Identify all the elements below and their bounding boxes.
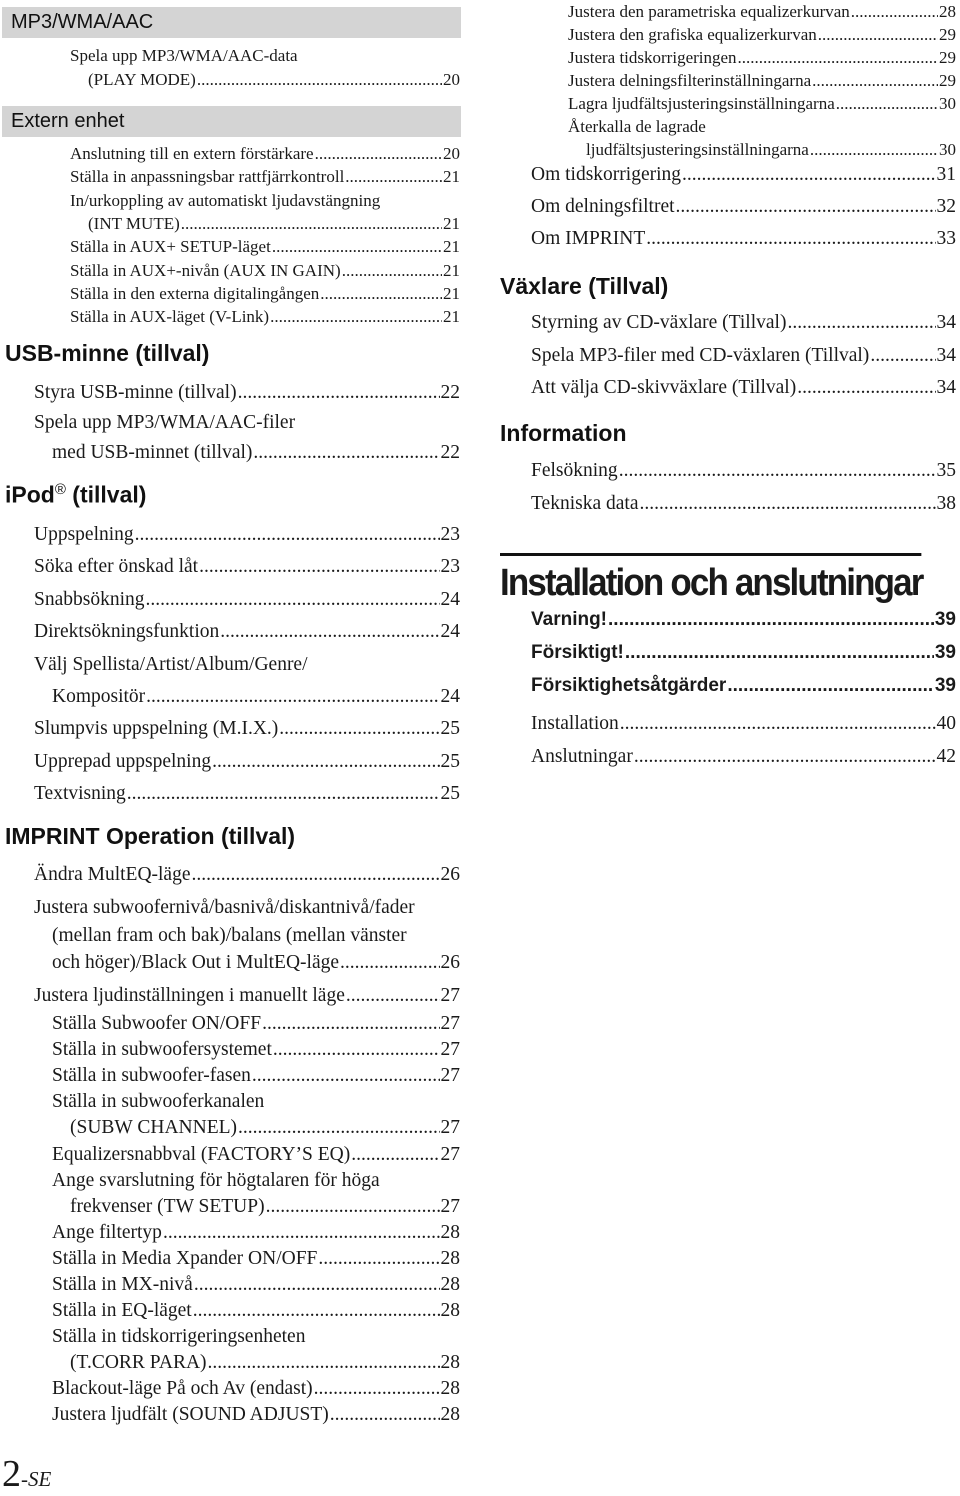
toc-entry [70, 144, 460, 164]
toc-entry [34, 556, 460, 578]
toc-entry [531, 312, 956, 334]
toc-entry [34, 864, 460, 886]
toc-entry [34, 412, 460, 434]
toc-leader-dots [818, 25, 938, 45]
toc-entry [52, 1404, 460, 1426]
toc-leader-dots [797, 377, 935, 399]
toc-entry-page: 29 [939, 48, 956, 67]
toc-leader-dots [619, 460, 936, 482]
toc-leader-dots [181, 214, 442, 234]
toc-entry-page: 27 [440, 1196, 460, 1217]
heading-imprint: IMPRINT Operation (tillval) [5, 823, 296, 849]
toc-entry-title: Justera subwoofernivå/basnivå/diskantnivå/fader [34, 897, 415, 918]
toc-entry-title: Varning! [531, 609, 608, 630]
toc-entry-title: Justera ljudinställningen i manuellt läge [34, 985, 345, 1006]
toc-entry [70, 284, 460, 304]
toc-leader-dots [314, 1378, 440, 1400]
toc-leader-dots [238, 1117, 439, 1139]
toc-leader-dots [634, 746, 936, 768]
toc-entry-page: 27 [440, 1013, 460, 1034]
toc-entry [52, 1039, 460, 1061]
toc-entry-title: med USB-minnet (tillval) [52, 442, 253, 463]
toc-entry-page: 22 [440, 442, 460, 463]
toc-entry-page: 27 [440, 985, 460, 1006]
toc-entry [34, 589, 460, 611]
toc-entry-title: Ställa Subwoofer ON/OFF [52, 1013, 262, 1034]
toc-entry [70, 237, 460, 257]
toc-leader-dots [135, 524, 440, 546]
toc-entry-title: Försiktigt! [531, 642, 624, 663]
toc-entry-page: 21 [443, 167, 460, 187]
toc-entry [52, 1326, 460, 1348]
toc-entry [88, 70, 460, 90]
toc-entry [52, 686, 460, 708]
toc-entry-page: 28 [440, 1352, 460, 1373]
toc-entry [70, 1117, 460, 1139]
toc-leader-dots [208, 1352, 440, 1374]
toc-entry-title: Om IMPRINT [531, 228, 646, 249]
toc-entry-page: 40 [936, 713, 956, 734]
toc-entry [52, 1222, 460, 1244]
toc-entry-title: Styra USB-minne (tillval) [34, 382, 237, 403]
toc-entry-title: Justera delningsfilterinställningarna [568, 71, 812, 90]
toc-entry-title: Spela upp MP3/WMA/AAC-data [70, 46, 298, 65]
toc-entry [531, 713, 956, 735]
toc-leader-dots [238, 382, 440, 404]
page-number-suffix: -SE [21, 1467, 52, 1491]
toc-entry-page: 27 [440, 1144, 460, 1165]
toc-entry-page: 34 [936, 344, 956, 366]
toc-entry [52, 1170, 460, 1192]
toc-entry [34, 382, 460, 404]
toc-leader-dots [682, 164, 935, 186]
toc-entry-page: 25 [440, 718, 460, 740]
toc-entry-title: Justera den parametriska equalizerkurvan [568, 2, 850, 21]
toc-entry [52, 952, 460, 974]
toc-entry-title: Ange svarslutning för högtalaren för höga [52, 1170, 380, 1191]
toc-entry-title: (T.CORR PARA) [70, 1352, 207, 1373]
toc-entry-title: Uppspelning [34, 524, 134, 545]
toc-leader-dots [620, 713, 936, 735]
toc-entry-title: Försiktighetsåtgärder [531, 675, 727, 696]
toc-entry-title: Ställa in Media Xpander ON/OFF [52, 1248, 318, 1269]
toc-entry-title: Spela MP3-filer med CD-växlaren (Tillval) [531, 344, 870, 366]
toc-entry [34, 621, 460, 643]
toc-entry-title: (SUBW CHANNEL) [70, 1117, 238, 1138]
toc-entry-page: 31 [936, 164, 956, 185]
toc-leader-dots [146, 686, 439, 708]
toc-entry [531, 460, 956, 482]
toc-entry-page: 39 [934, 609, 956, 630]
toc-entry [70, 46, 460, 66]
toc-entry-title: Justera den grafiska equalizerkurvan [568, 25, 817, 44]
toc-entry-title: Styrning av CD-växlare (Tillval) [531, 312, 787, 333]
toc-leader-dots [127, 783, 440, 805]
toc-entry [531, 164, 956, 186]
toc-entry-title: Ställa in anpassningsbar rattfjärrkontroll [70, 167, 345, 187]
toc-entry-page: 29 [939, 71, 956, 90]
toc-entry [568, 71, 956, 91]
toc-entry-title: Om delningsfiltret [531, 196, 675, 217]
toc-leader-dots [625, 642, 934, 664]
toc-leader-dots [194, 1274, 440, 1296]
toc-leader-dots [199, 556, 439, 578]
toc-entry-title: (INT MUTE) [88, 213, 180, 233]
toc-entry-page: 24 [440, 588, 460, 610]
toc-entry-page: 34 [936, 377, 956, 398]
heading-changer: Växlare (Tillval) [500, 273, 669, 299]
toc-entry-title: Felsökning [531, 460, 618, 481]
toc-leader-dots [220, 621, 439, 643]
toc-leader-dots [676, 196, 936, 218]
toc-leader-dots [270, 307, 442, 327]
toc-entry-page: 21 [443, 237, 460, 257]
toc-entry-title: In/urkoppling av automatiskt ljudavstängning [70, 190, 381, 210]
toc-entry [568, 25, 956, 45]
toc-entry-page: 21 [443, 283, 460, 303]
toc-entry-title: (mellan fram och bak)/balans (mellan vänster [52, 925, 407, 946]
toc-entry-page: 28 [939, 2, 956, 21]
toc-entry-title: Blackout-läge På och Av (endast) [52, 1378, 313, 1399]
toc-entry-page: 33 [936, 228, 956, 249]
toc-leader-dots [345, 167, 442, 187]
toc-entry-title: Ställa in EQ-läget [52, 1300, 192, 1321]
toc-entry-page: 34 [936, 312, 956, 333]
toc-entry-title: Ändra MultEQ-läge [34, 864, 191, 885]
toc-entry [34, 718, 460, 740]
toc-entry-page: 28 [440, 1378, 460, 1399]
toc-leader-dots [212, 751, 439, 773]
toc-entry-page: 24 [440, 621, 460, 643]
toc-entry-title: Återkalla de lagrade [568, 117, 706, 136]
toc-entry-page: 28 [440, 1300, 460, 1321]
toc-entry-title: Snabbsökning [34, 588, 145, 610]
heading-usb: USB-minne (tillval) [5, 340, 210, 366]
toc-entry-title: Ställa in subwooferkanalen [52, 1091, 265, 1112]
toc-leader-dots [727, 675, 934, 697]
toc-entry-title: Upprepad uppspelning [34, 750, 212, 772]
toc-entry-page: 25 [440, 750, 460, 772]
toc-entry-page: 28 [440, 1404, 460, 1425]
toc-entry [531, 196, 956, 218]
toc-entry [52, 1274, 460, 1296]
toc-leader-dots [812, 71, 938, 91]
toc-leader-dots [193, 1300, 440, 1322]
toc-entry-page: 23 [440, 524, 460, 545]
toc-entry-title: Ställa in den externa digitalingången [70, 283, 320, 303]
toc-leader-dots [738, 48, 938, 68]
toc-entry [568, 117, 956, 137]
toc-entry [568, 48, 956, 68]
toc-leader-dots [608, 609, 934, 631]
toc-entry [531, 746, 956, 768]
toc-entry-title: Lagra ljudfältsjusteringsinställningarna [568, 94, 835, 113]
toc-leader-dots [870, 345, 935, 367]
toc-entry-title: Anslutningar [531, 745, 633, 767]
toc-entry [52, 1091, 460, 1113]
heading-ipod-suffix: (tillval) [65, 481, 147, 508]
toc-entry-title: Slumpvis uppspelning (M.I.X.) [34, 718, 279, 740]
toc-entry-title: Justera tidskorrigeringen [568, 48, 737, 67]
toc-entry-page: 20 [443, 144, 460, 163]
toc-leader-dots [836, 94, 938, 114]
toc-leader-dots [346, 985, 440, 1007]
toc-leader-dots [646, 228, 935, 250]
toc-entry [531, 228, 956, 250]
toc-entry-title: (PLAY MODE) [88, 69, 196, 89]
toc-entry [34, 985, 460, 1007]
toc-entry-title: Ställa in AUX+-nivån (AUX IN GAIN) [70, 260, 341, 280]
toc-entry-title: Söka efter önskad låt [34, 556, 199, 578]
toc-entry [70, 167, 460, 187]
toc-entry-page: 22 [440, 382, 460, 403]
toc-entry-page: 28 [440, 1222, 460, 1243]
toc-entry [52, 1248, 460, 1270]
toc-entry-title: Ställa in AUX+ SETUP-läget [70, 237, 271, 257]
toc-leader-dots [810, 140, 938, 160]
registered-mark: ® [54, 481, 66, 498]
toc-leader-dots [163, 1222, 440, 1244]
toc-entry-page: 38 [936, 492, 956, 514]
toc-entry-page: 25 [440, 783, 460, 805]
toc-entry [52, 925, 460, 947]
toc-leader-dots [273, 1039, 440, 1061]
toc-leader-dots [639, 493, 935, 515]
toc-leader-dots [787, 312, 935, 334]
toc-entry-title: Ställa in tidskorrigeringsenheten [52, 1326, 306, 1347]
install-title: Installation och anslutningar [500, 553, 921, 605]
toc-entry-title: Direktsökningsfunktion [34, 621, 220, 643]
toc-entry [52, 1065, 460, 1087]
toc-entry-title: Equalizersnabbval (FACTORY’S EQ) [52, 1144, 351, 1165]
toc-entry [586, 140, 956, 160]
toc-entry-title: Spela upp MP3/WMA/AAC-filer [34, 412, 296, 433]
toc-entry [531, 377, 956, 399]
toc-entry [52, 1144, 460, 1166]
toc-leader-dots [252, 1065, 440, 1087]
toc-entry [52, 1300, 460, 1322]
toc-entry-page: 35 [936, 460, 956, 481]
toc-entry-page: 30 [939, 140, 956, 159]
toc-leader-dots [253, 442, 439, 464]
toc-entry [531, 675, 956, 697]
toc-leader-dots [272, 237, 442, 257]
toc-leader-dots [315, 144, 442, 164]
toc-entry [70, 261, 460, 281]
toc-leader-dots [146, 589, 440, 611]
toc-entry-title: Installation [531, 713, 619, 734]
toc-leader-dots [262, 1013, 439, 1035]
toc-leader-dots [351, 1144, 439, 1166]
toc-entry-title: ljudfältsjusteringsinställningarna [586, 140, 809, 159]
toc-entry [34, 654, 460, 676]
toc-entry-title: Ange filtertyp [52, 1222, 162, 1243]
toc-entry [52, 1378, 460, 1400]
toc-leader-dots [320, 284, 442, 304]
toc-entry-title: Kompositör [52, 686, 146, 707]
toc-entry-page: 26 [440, 952, 460, 973]
toc-entry-page: 28 [440, 1274, 460, 1295]
toc-entry [88, 214, 460, 234]
heading-ipod [5, 481, 146, 509]
section-header-extern: Extern enhet [2, 106, 461, 137]
toc-entry-page: 21 [443, 213, 460, 233]
toc-entry [34, 783, 460, 805]
toc-entry-title: Ställa in subwoofersystemet [52, 1039, 272, 1060]
section-header-mp3: MP3/WMA/AAC [2, 7, 461, 38]
toc-entry-title: Tekniska data [531, 492, 639, 514]
heading-information: Information [500, 420, 627, 446]
toc-entry-page: 21 [443, 260, 460, 280]
toc-leader-dots [340, 952, 439, 974]
toc-entry [52, 442, 460, 464]
toc-entry-page: 32 [936, 196, 956, 217]
toc-entry [531, 609, 956, 631]
toc-entry-page: 24 [440, 686, 460, 707]
toc-leader-dots [851, 2, 938, 22]
toc-entry-page: 39 [934, 675, 956, 696]
toc-entry-page: 23 [440, 556, 460, 578]
toc-entry [52, 1013, 460, 1035]
toc-entry-page: 27 [440, 1039, 460, 1060]
toc-leader-dots [342, 261, 442, 281]
toc-entry-page: 39 [934, 642, 956, 663]
toc-leader-dots [279, 718, 439, 740]
page-number [2, 1452, 51, 1496]
toc-entry [70, 1352, 460, 1374]
toc-entry-title: Justera ljudfält (SOUND ADJUST) [52, 1404, 329, 1425]
toc-entry [531, 642, 956, 664]
toc-entry-title: Om tidskorrigering [531, 164, 682, 185]
toc-entry-page: 27 [440, 1117, 460, 1138]
toc-entry-page: 21 [443, 307, 460, 327]
toc-leader-dots [318, 1248, 439, 1270]
toc-leader-dots [197, 70, 442, 90]
toc-leader-dots [192, 864, 440, 886]
toc-entry-page: 42 [936, 745, 956, 767]
toc-entry [70, 1196, 460, 1218]
page-number-value: 2 [2, 1453, 21, 1495]
toc-entry [568, 94, 956, 114]
toc-entry [568, 2, 956, 22]
toc-entry [34, 751, 460, 773]
toc-entry [531, 493, 956, 515]
toc-entry-title: Anslutning till en extern förstärkare [70, 144, 314, 163]
toc-entry-page: 29 [939, 25, 956, 44]
toc-entry-page: 26 [440, 864, 460, 885]
toc-leader-dots [266, 1196, 440, 1218]
toc-entry-title: Ställa in subwoofer-fasen [52, 1065, 251, 1086]
toc-entry-page: 20 [443, 69, 460, 89]
toc-entry-title: Ställa in AUX-läget (V-Link) [70, 307, 270, 327]
toc-entry [70, 307, 460, 327]
toc-entry-title: frekvenser (TW SETUP) [70, 1196, 265, 1217]
toc-entry [70, 191, 460, 211]
toc-entry-title: Att välja CD-skivväxlare (Tillval) [531, 377, 797, 398]
toc-leader-dots [330, 1404, 440, 1426]
toc-entry-title: och höger)/Black Out i MultEQ-läge [52, 952, 340, 973]
toc-entry-page: 28 [440, 1248, 460, 1269]
heading-ipod-name: iPod [5, 481, 55, 508]
toc-entry-page: 27 [440, 1065, 460, 1086]
toc-entry-page: 30 [939, 94, 956, 113]
toc-entry [34, 897, 460, 919]
toc-entry-title: Ställa in MX-nivå [52, 1274, 193, 1295]
toc-entry-title: Textvisning [34, 783, 126, 805]
toc-entry [34, 524, 460, 546]
toc-entry [531, 345, 956, 367]
toc-entry-title: Välj Spellista/Artist/Album/Genre/ [34, 653, 308, 675]
